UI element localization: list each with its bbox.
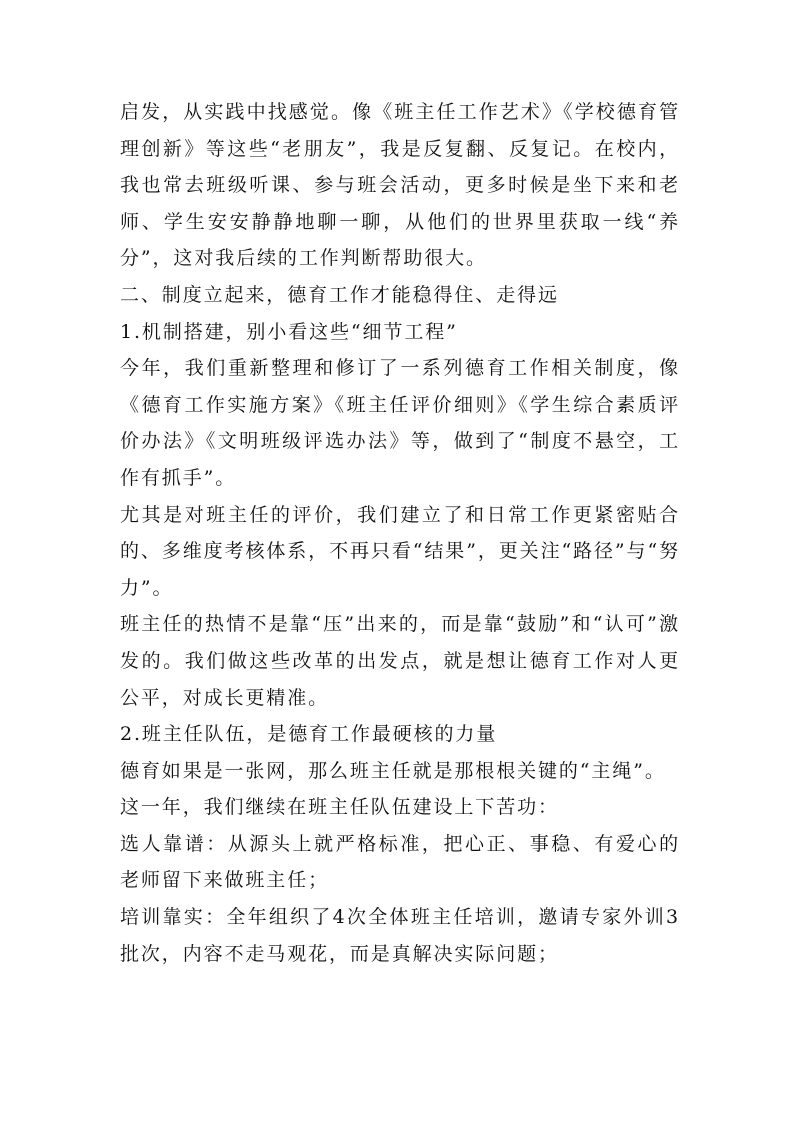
document-body xyxy=(120,94,680,972)
subheading-2-2: 2.班主任队伍，是德育工作最硬核的力量 xyxy=(120,723,498,746)
subheading-2-1: 1.机制搭建，别小看这些“细节工程” xyxy=(120,320,458,343)
paragraph-training: 培训靠实：全年组织了4次全体班主任培训，邀请专家外训3批次，内容不走马观花，而是真解决实际问题； xyxy=(120,906,680,965)
paragraph-evaluation: 尤其是对班主任的评价，我们建立了和日常工作更紧密贴合的、多维度考核体系，不再只看“结果”，更关注“路径”与“努力”。 xyxy=(120,503,680,599)
paragraph-team-building: 这一年，我们继续在班主任队伍建设上下苦功： xyxy=(120,796,559,819)
paragraph-selection: 选人靠谱：从源头上就严格标准，把心正、事稳、有爱心的老师留下来做班主任； xyxy=(120,832,680,892)
section-heading-2: 二、制度立起来，德育工作才能稳得住、走得远 xyxy=(120,283,559,306)
paragraph-motivation: 班主任的热情不是靠“压”出来的，而是靠“鼓励”和“认可”激发的。我们做这些改革的出发点，就是想让德育工作对人更公平，对成长更精准。 xyxy=(120,613,680,709)
paragraph-net-metaphor: 德育如果是一张网，那么班主任就是那根根关键的“主绳”。 xyxy=(120,759,666,782)
paragraph-regulations: 今年，我们重新整理和修订了一系列德育工作相关制度，像《德育工作实施方案》《班主任评价细则》《学生综合素质评价办法》《文明班级评选办法》等，做到了“制度不悬空，工作有抓手”。 xyxy=(120,357,680,489)
paragraph-intro-continuation: 启发，从实践中找感觉。像《班主任工作艺术》《学校德育管理创新》等这些“老朋友”，我是反复翻、反复记。在校内，我也常去班级听课、参与班会活动，更多时候是坐下来和老师、学生安安静静地聊一聊，从他们的世界里获取一线“养分”，这对我后续的工作判断帮助很大。 xyxy=(120,101,680,270)
